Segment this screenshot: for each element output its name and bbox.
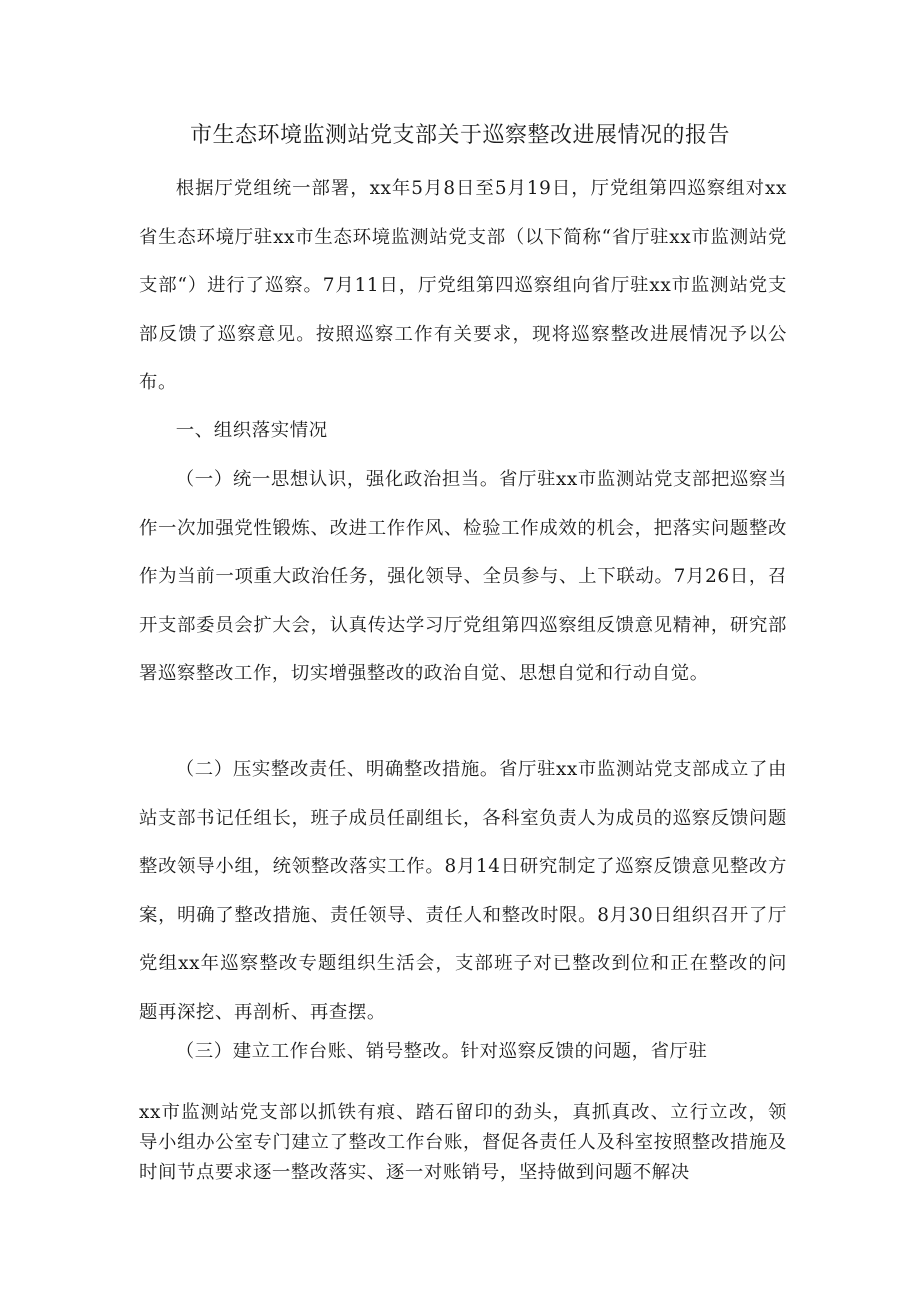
intro-paragraph: 根据厅党组统一部署，xx年5月8日至5月19日，厅党组第四巡察组对xx省生态环境厅驻xx市生态环境监测站党支部（以下简称“省厅驻xx市监测站党支部“）进行了巡察。7月11日，厅党组第四巡察组向省厅驻xx市监测站党支部反馈了巡察意见。按照巡察工作有关要求，现将巡察整改进展情况予以公布。	[139, 178, 787, 393]
paragraph-item-3-lead: （三）建立工作台账、销号整改。针对巡察反馈的问题，省厅驻	[175, 1041, 708, 1062]
paragraph-item-3-continued: xx市监测站党支部以抓铁有痕、踏石留印的劲头，真抓真改、立行立改，领导小组办公室专门建立了整改工作台账，督促各责任人及科室按照整改措施及时间节点要求逐一整改落实、逐一对账销号，坚持做到问题不解决	[139, 1102, 787, 1183]
section-heading-organization: 一、组织落实情况	[175, 420, 328, 441]
document-title: 市生态环境监测站党支部关于巡察整改进展情况的报告	[189, 123, 730, 148]
paragraph-item-2: （二）压实整改责任、明确整改措施。省厅驻xx市监测站党支部成立了由站支部书记任组长，班子成员任副组长，各科室负责人为成员的巡察反馈问题整改领导小组，统领整改落实工作。8月14日研究制定了巡察反馈意见整改方案，明确了整改措施、责任领导、责任人和整改时限。8月30日组织召开了厅党组xx年巡察整改专题组织生活会，支部班子对已整改到位和正在整改的问题再深挖、再剖析、再查摆。	[139, 759, 787, 1023]
paragraph-item-1: （一）统一思想认识，强化政治担当。省厅驻xx市监测站党支部把巡察当作一次加强党性锻炼、改进工作作风、检验工作成效的机会，把落实问题整改作为当前一项重大政治任务，强化领导、全员参与、上下联动。7月26日，召开支部委员会扩大会，认真传达学习厅党组第四巡察组反馈意见精神，研究部署巡察整改工作，切实增强整改的政治自觉、思想自觉和行动自觉。	[139, 469, 787, 684]
